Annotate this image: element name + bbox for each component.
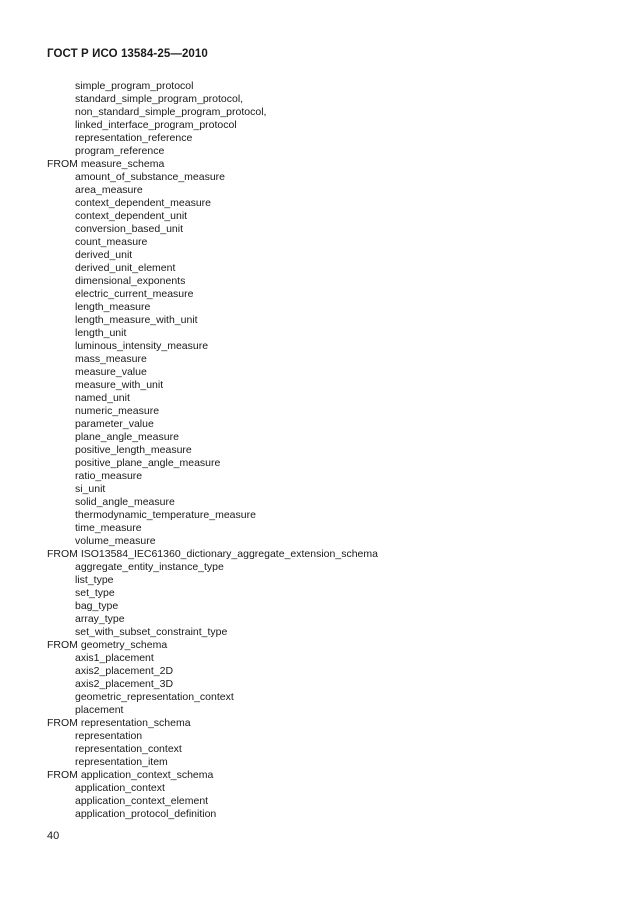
schema-entity-line: conversion_based_unit bbox=[75, 223, 183, 235]
schema-entity-line: thermodynamic_temperature_measure bbox=[75, 509, 256, 521]
schema-entity-line: positive_plane_angle_measure bbox=[75, 457, 221, 469]
schema-entity-line: axis1_placement bbox=[75, 652, 154, 664]
schema-entity-line: time_measure bbox=[75, 522, 142, 534]
schema-entity-line: representation bbox=[75, 730, 143, 742]
from-clause-line: FROM measure_schema bbox=[47, 158, 165, 170]
schema-entity-line: area_measure bbox=[75, 184, 143, 196]
from-clause-line: FROM ISO13584_IEC61360_dictionary_aggregate_extension_schema bbox=[47, 548, 378, 560]
schema-entity-line: length_unit bbox=[75, 327, 127, 339]
schema-listing bbox=[47, 80, 378, 821]
schema-entity-line: plane_angle_measure bbox=[75, 431, 179, 443]
schema-entity-line: aggregate_entity_instance_type bbox=[75, 561, 224, 573]
schema-entity-line: set_with_subset_constraint_type bbox=[75, 626, 228, 638]
schema-entity-line: length_measure bbox=[75, 301, 151, 313]
schema-entity-line: standard_simple_program_protocol, bbox=[75, 93, 244, 105]
schema-entity-line: si_unit bbox=[75, 483, 106, 495]
schema-entity-line: solid_angle_measure bbox=[75, 496, 175, 508]
document-header: ГОСТ Р ИСО 13584-25—2010 bbox=[47, 48, 208, 60]
schema-entity-line: linked_interface_program_protocol bbox=[75, 119, 237, 131]
from-clause-line: FROM application_context_schema bbox=[47, 769, 214, 781]
schema-entity-line: count_measure bbox=[75, 236, 148, 248]
schema-entity-line: amount_of_substance_measure bbox=[75, 171, 226, 183]
schema-entity-line: numeric_measure bbox=[75, 405, 160, 417]
schema-entity-line: representation_reference bbox=[75, 132, 193, 144]
schema-entity-line: application_context_element bbox=[75, 795, 209, 807]
schema-entity-line: named_unit bbox=[75, 392, 130, 404]
schema-entity-line: ratio_measure bbox=[75, 470, 143, 482]
from-clause-line: FROM geometry_schema bbox=[47, 639, 168, 651]
schema-entity-line: context_dependent_measure bbox=[75, 197, 212, 209]
schema-entity-line: placement bbox=[75, 704, 124, 716]
schema-entity-line: derived_unit bbox=[75, 249, 133, 261]
schema-entity-line: axis2_placement_2D bbox=[75, 665, 174, 677]
schema-entity-line: bag_type bbox=[75, 600, 119, 612]
from-clause-line: FROM representation_schema bbox=[47, 717, 191, 729]
schema-entity-line: simple_program_protocol bbox=[75, 80, 194, 92]
schema-entity-line: list_type bbox=[75, 574, 114, 586]
schema-entity-line: application_protocol_definition bbox=[75, 808, 217, 820]
schema-entity-line: positive_length_measure bbox=[75, 444, 192, 456]
schema-entity-line: representation_item bbox=[75, 756, 168, 768]
schema-entity-line: set_type bbox=[75, 587, 115, 599]
schema-entity-line: array_type bbox=[75, 613, 125, 625]
schema-entity-line: non_standard_simple_program_protocol, bbox=[75, 106, 267, 118]
schema-entity-line: parameter_value bbox=[75, 418, 154, 430]
schema-entity-line: context_dependent_unit bbox=[75, 210, 188, 222]
schema-entity-line: representation_context bbox=[75, 743, 182, 755]
schema-entity-line: volume_measure bbox=[75, 535, 156, 547]
page-number: 40 bbox=[47, 830, 60, 842]
schema-entity-line: program_reference bbox=[75, 145, 165, 157]
schema-entity-line: measure_value bbox=[75, 366, 147, 378]
schema-entity-line: electric_current_measure bbox=[75, 288, 194, 300]
schema-entity-line: derived_unit_element bbox=[75, 262, 176, 274]
schema-entity-line: mass_measure bbox=[75, 353, 147, 365]
schema-entity-line: axis2_placement_3D bbox=[75, 678, 174, 690]
schema-entity-line: geometric_representation_context bbox=[75, 691, 234, 703]
schema-entity-line: dimensional_exponents bbox=[75, 275, 186, 287]
schema-entity-line: length_measure_with_unit bbox=[75, 314, 198, 326]
schema-entity-line: measure_with_unit bbox=[75, 379, 164, 391]
schema-entity-line: application_context bbox=[75, 782, 165, 794]
schema-entity-line: luminous_intensity_measure bbox=[75, 340, 209, 352]
